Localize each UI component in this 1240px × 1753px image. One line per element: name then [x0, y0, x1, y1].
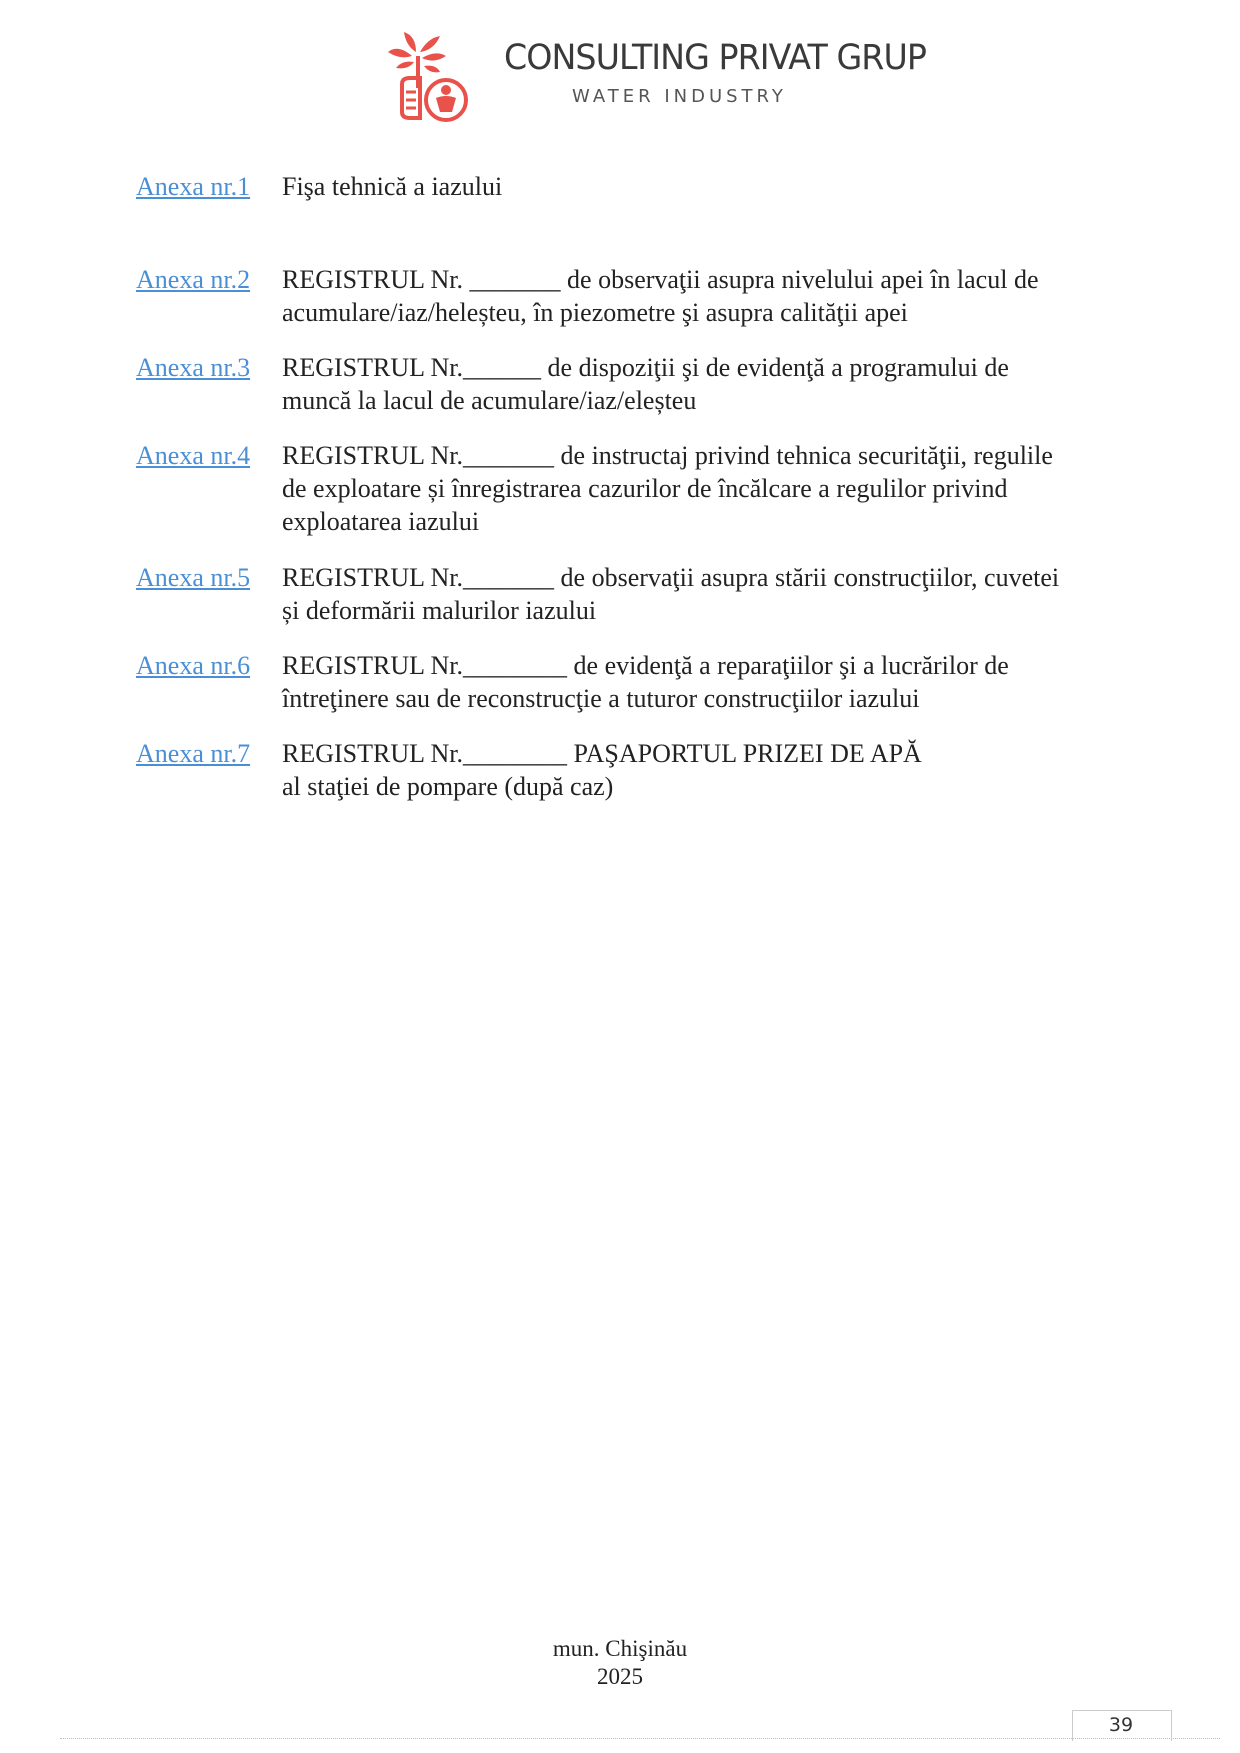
- annex-link-1[interactable]: Anexa nr.1: [136, 172, 251, 201]
- annex-description: [282, 351, 1166, 417]
- annex-description: [282, 649, 1166, 715]
- annex-line: exploatarea iazului: [282, 507, 480, 536]
- annex-link-5[interactable]: Anexa nr.5: [136, 563, 251, 592]
- annex-description: [282, 737, 1166, 803]
- annex-line: REGISTRUL Nr._______ de observaţii asupra stării construcţiilor, cuvetei: [282, 563, 1060, 592]
- annex-line: REGISTRUL Nr._______ de instructaj privind tehnica securităţii, regulile: [282, 441, 1053, 470]
- annex-line: întreţinere sau de reconstrucţie a tuturor construcţiilor iazului: [282, 684, 920, 713]
- company-name: CONSULTING PRIVAT GRUP: [504, 38, 926, 78]
- company-tagline: WATER INDUSTRY: [572, 86, 787, 107]
- annex-line: REGISTRUL Nr.______ de dispoziţii şi de evidenţă a programului de: [282, 353, 1009, 382]
- annex-link-3[interactable]: Anexa nr.3: [136, 353, 251, 382]
- annex-link-4[interactable]: Anexa nr.4: [136, 441, 251, 470]
- annex-description: [282, 170, 1166, 203]
- annex-line: muncă la lacul de acumulare/iaz/eleșteu: [282, 386, 697, 415]
- annex-line: REGISTRUL Nr. _______ de observaţii asupra nivelului apei în lacul de: [282, 265, 1039, 294]
- footer-city: mun. Chişinău: [552, 1636, 688, 1661]
- page-header: [0, 0, 1240, 130]
- annex-link-7[interactable]: Anexa nr.7: [136, 739, 251, 768]
- annex-line: și deformării malurilor iazului: [282, 596, 597, 625]
- annex-line: acumulare/iaz/heleșteu, în piezometre şi asupra calităţii apei: [282, 298, 908, 327]
- annex-link-2[interactable]: Anexa nr.2: [136, 265, 251, 294]
- annex-line: de exploatare și înregistrarea cazurilor de încălcare a regulilor privind: [282, 474, 1008, 503]
- plant-water-logo-icon: [380, 26, 480, 126]
- annex-description: [282, 561, 1166, 627]
- annex-description: [282, 439, 1166, 538]
- footer-year: 2025: [597, 1664, 643, 1689]
- annex-line: al staţiei de pompare (după caz): [282, 772, 614, 801]
- annex-line: REGISTRUL Nr.________ PAŞAPORTUL PRIZEI DE APĂ: [282, 739, 922, 768]
- annex-description: [282, 263, 1166, 329]
- footer-divider: [60, 1738, 1220, 1739]
- annex-line: Fişa tehnică a iazului: [282, 172, 503, 201]
- page-number: 39: [1108, 1714, 1134, 1736]
- annex-line: REGISTRUL Nr.________ de evidenţă a reparaţiilor şi a lucrărilor de: [282, 651, 1009, 680]
- annex-link-6[interactable]: Anexa nr.6: [136, 651, 251, 680]
